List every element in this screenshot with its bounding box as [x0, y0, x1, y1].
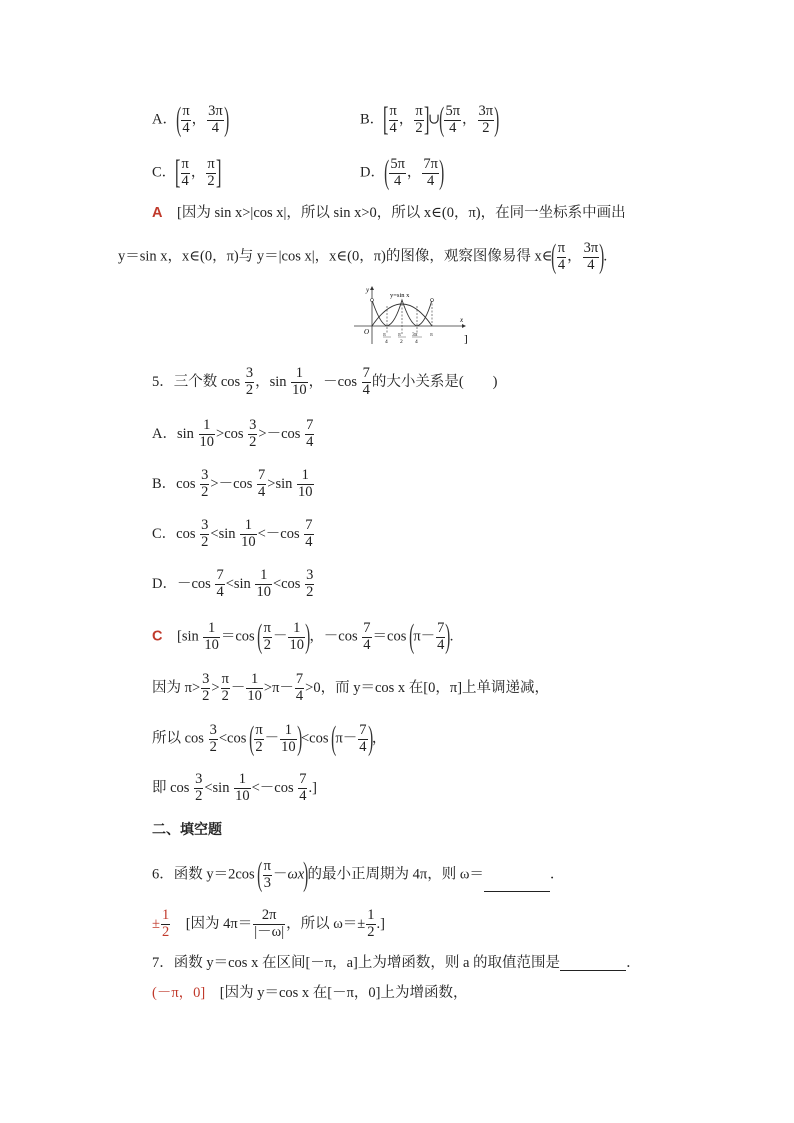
q5-explanation-line1: C [sin $\frac{1}{10}$ ＝cos ( $\frac{\pi}{2}$ － $\frac{1}{10}$ )，－cos $\frac{7}{4}$ ＝cos (π－ $\frac{7}{4}$ ).: [152, 618, 454, 655]
q7-answer-blank[interactable]: [560, 958, 626, 971]
q5-stem: 5．三个数 cos $\frac{3}{2}$ ，sin $\frac{1}{10}$ ，－cos $\frac{7}{4}$ 的大小关系是( ): [152, 365, 498, 398]
q5-option-b: B．cos $\frac{3}{2}$ >－cos $\frac{7}{4}$ >sin $\frac{1}{10}$: [152, 467, 313, 500]
graph-curve-label: y=sin x: [390, 292, 410, 299]
section-title: 二、填空题: [152, 821, 222, 837]
tick-pi-4-num: π: [383, 332, 386, 338]
q5-option-c: C．cos $\frac{3}{2}$ <sin $\frac{1}{10}$ <－cos $\frac{7}{4}$: [152, 517, 313, 550]
q4-explanation-line1: A [因为 sin x>|cos x|，所以 sin x>0，所以 x∈(0，π)，在同一坐标系中画出: [152, 205, 626, 221]
q6-explanation: ± $\frac{1}{2}$ [因为 4π＝ $\frac{2\pi}{|-\omega|}$ ，所以 ω＝± $\frac{1}{2}$ .]: [152, 907, 385, 940]
q5-explanation-line2: 因为 π> $\frac{3}{2}$ > $\frac{\pi}{2}$ － $\frac{1}{10}$ >π－ $\frac{7}{4}$ >0，而 y＝cos x 在[0，π]上单调递减，: [152, 671, 550, 704]
q6-answer-blank[interactable]: [484, 879, 550, 892]
q5-option-a: A．sin $\frac{1}{10}$ >cos $\frac{3}{2}$ >－cos $\frac{7}{4}$: [152, 417, 314, 450]
q4-option-d: D．( $\frac{5\pi}{4}$ ， $\frac{7\pi}{4}$ ): [360, 154, 445, 191]
q4-answer: A: [152, 205, 163, 221]
tick-pi: π: [430, 332, 433, 338]
q6-answer: ± $\frac{1}{2}$: [152, 907, 170, 940]
q4-option-a: A．( $\frac{\pi}{4}$ ， $\frac{3\pi}{4}$ ): [152, 101, 229, 138]
q4-option-c: C．[ $\frac{\pi}{4}$ ， $\frac{\pi}{2}$ ]: [152, 154, 222, 191]
q7-answer: (－π，0]: [152, 985, 206, 1001]
q5-answer: C: [152, 628, 163, 645]
q5-explanation-line4: 即 cos $\frac{3}{2}$ <sin $\frac{1}{10}$ <－cos $\frac{7}{4}$ .]: [152, 771, 317, 804]
graph-origin: O: [364, 328, 370, 336]
tick-pi-2-num: π: [398, 332, 401, 338]
q5-option-d: D．－cos $\frac{7}{4}$ <sin $\frac{1}{10}$ <cos $\frac{3}{2}$: [152, 567, 314, 600]
q4-graph: [350, 284, 480, 348]
tick-pi-2-den: 2: [400, 339, 403, 345]
q6-stem: 6．函数 y＝2cos ( $\frac{\pi}{3}$ －ωx)的最小正周期为 4π，则 ω＝ ．: [152, 856, 565, 893]
graph-end-bracket: ]: [464, 333, 468, 345]
q7-explanation: (－π，0] [因为 y＝cos x 在[－π，0]上为增函数，: [152, 985, 468, 1001]
tick-3pi-4-den: 4: [415, 339, 418, 345]
q5-explanation-line3: 所以 cos $\frac{3}{2}$ <cos ( $\frac{\pi}{2}$ － $\frac{1}{10}$ )<cos (π－ $\frac{7}{4}$ )，: [152, 720, 387, 757]
graph-y-label: y: [366, 286, 370, 294]
q4-option-b: B．[ $\frac{\pi}{4}$ ， $\frac{\pi}{2}$ ]∪( $\frac{5\pi}{4}$ ， $\frac{3\pi}{2}$ ): [360, 101, 500, 138]
tick-pi-4-den: 4: [385, 339, 388, 345]
q4-explanation-line2: y＝sin x，x∈(0，π)与 y＝|cos x|，x∈(0，π)的图像，观察图像易得 x∈( $\frac{\pi}{4}$ ， $\frac{3\pi}{4}$ ).: [118, 238, 608, 275]
tick-3pi-4-num: 3π: [412, 332, 418, 338]
graph-x-label: x: [460, 316, 464, 324]
q7-stem: 7．函数 y＝cos x 在区间[－π，a]上为增函数，则 a 的取值范围是 ．: [152, 955, 641, 971]
